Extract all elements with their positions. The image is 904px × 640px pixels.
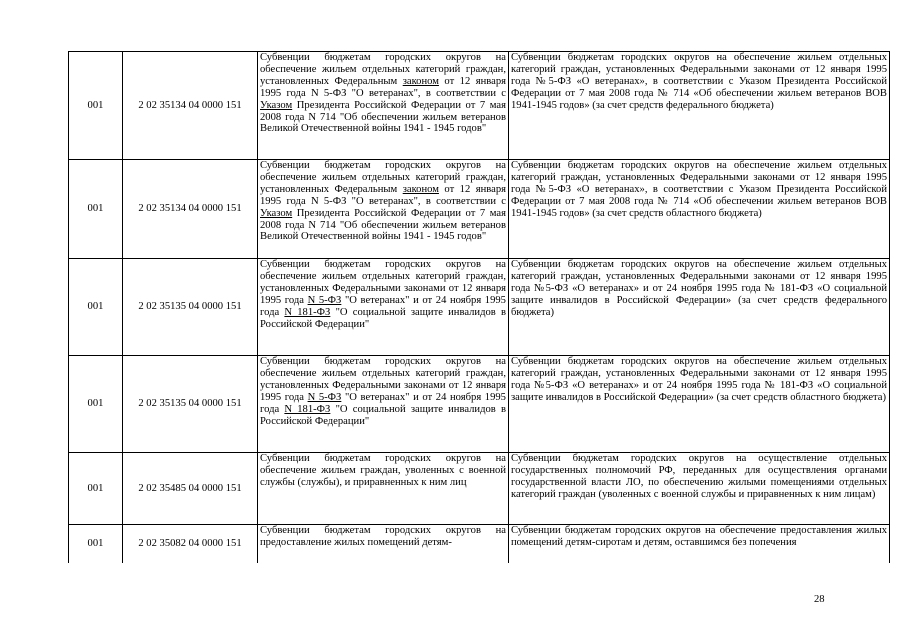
page-number: 28	[814, 594, 825, 605]
law-reference-link[interactable]: N 181-ФЗ	[284, 403, 331, 415]
table-row	[69, 259, 890, 356]
document-table	[68, 51, 890, 563]
cell-old-name	[258, 453, 509, 525]
cell-budget-code: 2 02 35135 04 0000 151	[123, 356, 258, 453]
cell-admin-code: 001	[69, 259, 123, 356]
table-row	[69, 356, 890, 453]
law-reference-link[interactable]: Указом	[260, 99, 293, 111]
law-reference-link[interactable]: N 5-ФЗ	[307, 391, 342, 403]
old-name-text: от 12 января 1995 года N 5-ФЗ "О ветеранах", в соответствии с	[260, 75, 506, 99]
law-reference-link[interactable]: Указом	[260, 207, 293, 219]
cell-budget-code: 2 02 35485 04 0000 151	[123, 453, 258, 525]
cell-budget-code: 2 02 35135 04 0000 151	[123, 259, 258, 356]
cell-old-name	[258, 259, 509, 356]
table-row	[69, 525, 890, 563]
old-name-text: Президента Российской Федерации от 7 мая 2008 года N 714 "Об обеспечении жильем ветеранов Великой Отечественной войны 1941 - 1945 годов"	[260, 99, 506, 135]
law-reference-link[interactable]: законом	[402, 75, 439, 87]
cell-admin-code: 001	[69, 160, 123, 259]
cell-new-name: Субвенции бюджетам городских округов на обеспечение жильем отдельных категорий граждан, установленных Федеральными законами от 12 января 1995 года №5-ФЗ «О ветеранах», в соответствии с Указом Президента Российской Федерации от 7 мая 2008 года № 714 «Об обеспечении жильем ветеранов ВОВ 1941-1945 годов» (за счет средств федерального бюджета)	[509, 52, 890, 160]
cell-old-name	[258, 356, 509, 453]
cell-new-name: Субвенции бюджетам городских округов на обеспечение предоставления жилых помещений детям-сиротам и детям, оставшимся без попечения	[509, 525, 890, 563]
cell-admin-code: 001	[69, 525, 123, 563]
cell-admin-code: 001	[69, 52, 123, 160]
old-name-text: Субвенции бюджетам городских округов на обеспечение жильем отдельных категорий граждан, установленных Федеральным	[260, 160, 506, 195]
cell-old-name	[258, 525, 509, 563]
cell-old-name	[258, 160, 509, 259]
old-name-text: Президента Российской Федерации от 7 мая 2008 года N 714 "Об обеспечении жильем ветеранов Великой Отечественной войны 1941 - 1945 годов"	[260, 207, 506, 243]
law-reference-link[interactable]: N 5-ФЗ	[307, 294, 342, 306]
old-name-text: Субвенции бюджетам городских округов на предоставление жилых помещений детям-	[260, 525, 506, 548]
old-name-text: "О социальной защите инвалидов в Российской Федерации"	[260, 306, 506, 330]
cell-new-name: Субвенции бюджетам городских округов на обеспечение жильем отдельных категорий граждан, установленных Федеральными законами от 12 января 1995 года №5-ФЗ «О ветеранах» и от 24 ноября 1995 года № 181-ФЗ «О социальной защите инвалидов в Российской Федерации» (за счет средств федерального бюджета)	[509, 259, 890, 356]
old-name-text: Субвенции бюджетам городских округов на обеспечение жильем отдельных категорий граждан, установленных Федеральным	[260, 52, 506, 87]
old-name-text: Субвенции бюджетам городских округов на обеспечение жильем отдельных категорий граждан, установленных Федеральными законами от 12 января 1995 года	[260, 259, 506, 306]
cell-budget-code: 2 02 35134 04 0000 151	[123, 160, 258, 259]
cell-admin-code: 001	[69, 453, 123, 525]
cell-new-name: Субвенции бюджетам городских округов на осуществление отдельных государственных полномочий РФ, переданных для осуществления органами государственной власти ЛО, по обеспечению жилыми помещениями отдельных категорий граждан (уволенных с военной службы и приравненных к ним лицам)	[509, 453, 890, 525]
law-reference-link[interactable]: N 181-ФЗ	[284, 306, 331, 318]
old-name-text: от 12 января 1995 года N 5-ФЗ "О ветеранах", в соответствии с	[260, 183, 506, 207]
cell-new-name: Субвенции бюджетам городских округов на обеспечение жильем отдельных категорий граждан, установленных Федеральными законами от 12 января 1995 года №5-ФЗ «О ветеранах» и от 24 ноября 1995 года № 181-ФЗ «О социальной защите инвалидов в Российской Федерации» (за счет средств областного бюджета)	[509, 356, 890, 453]
old-name-text: "О социальной защите инвалидов в Российской Федерации"	[260, 403, 506, 427]
old-name-text: Субвенции бюджетам городских округов на обеспечение жильем отдельных категорий граждан, установленных Федеральными законами от 12 января 1995 года	[260, 356, 506, 403]
old-name-text: "О ветеранах" и от 24 ноября 1995 года	[260, 391, 506, 415]
cell-new-name: Субвенции бюджетам городских округов на обеспечение жильем отдельных категорий граждан, установленных Федеральными законами от 12 января 1995 года №5-ФЗ «О ветеранах», в соответствии с Указом Президента Российской Федерации от 7 мая 2008 года № 714 «Об обеспечении жильем ветеранов ВОВ 1941-1945 годов» (за счет средств областного бюджета)	[509, 160, 890, 259]
table-row	[69, 52, 890, 160]
table-row	[69, 160, 890, 259]
cell-budget-code: 2 02 35082 04 0000 151	[123, 525, 258, 563]
law-reference-link[interactable]: законом	[402, 183, 439, 195]
document-table-body	[69, 52, 890, 563]
cell-old-name	[258, 52, 509, 160]
cell-budget-code: 2 02 35134 04 0000 151	[123, 52, 258, 160]
old-name-text: Субвенции бюджетам городских округов на обеспечение жильем граждан, уволенных с военной службы (службы), и приравненных к ним лиц	[260, 453, 506, 488]
cell-admin-code: 001	[69, 356, 123, 453]
table-row	[69, 453, 890, 525]
old-name-text: "О ветеранах" и от 24 ноября 1995 года	[260, 294, 506, 318]
